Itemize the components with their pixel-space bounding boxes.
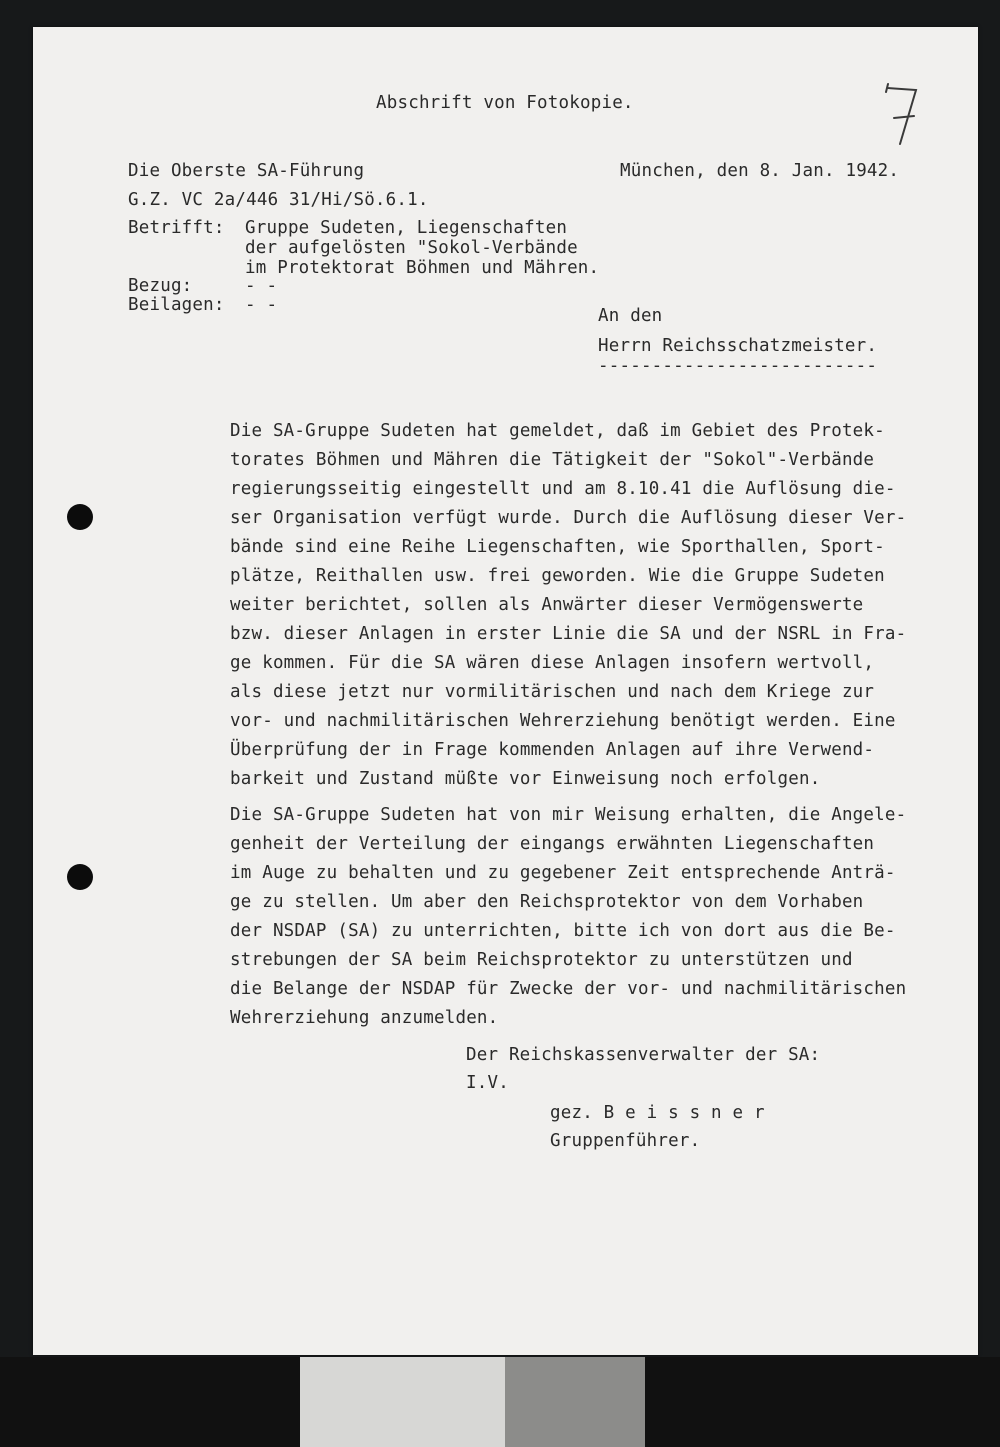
recipient-line-2: Herrn Reichsschatzmeister. — [598, 336, 878, 356]
sender-org: Die Oberste SA-Führung — [128, 161, 365, 181]
subject-label: Betrifft: — [128, 218, 225, 238]
paragraph-2 — [230, 805, 907, 1028]
subject-line-2: der aufgelösten "Sokol-Verbände — [245, 238, 578, 258]
recipient-line-1: An den — [598, 306, 663, 326]
paragraph-line: torates Böhmen und Mähren die Tätigkeit der "Sokol"-Verbände — [230, 450, 875, 470]
subject-line-1: Gruppe Sudeten, Liegenschaften — [245, 218, 568, 238]
paragraph-line: als diese jetzt nur vormilitärischen und nach dem Kriege zur — [230, 682, 875, 702]
paragraph-line: die Belange der NSDAP für Zwecke der vor- und nachmilitärischen — [230, 979, 907, 999]
paragraph-line: im Auge zu behalten und zu gegebener Zeit entsprechende Anträ- — [230, 863, 896, 883]
gray-card-gray-patch — [505, 1357, 645, 1447]
signature-office: Der Reichskassenverwalter der SA: — [466, 1045, 821, 1065]
scan-border-left — [0, 1357, 300, 1447]
paragraph-line: genheit der Verteilung der eingangs erwähnten Liegenschaften — [230, 834, 875, 854]
paragraph-line: vor- und nachmilitärischen Wehrerziehung benötigt werden. Eine — [230, 711, 896, 731]
beilagen-value: - - — [245, 295, 278, 315]
recipient-underline: -------------------------- — [598, 356, 878, 376]
paragraph-line: Wehrerziehung anzumelden. — [230, 1008, 499, 1028]
document-heading: Abschrift von Fotokopie. — [376, 93, 634, 113]
reference-number: G.Z. VC 2a/446 31/Hi/Sö.6.1. — [128, 190, 429, 210]
paragraph-line: bzw. dieser Anlagen in erster Linie die SA und der NSRL in Fra- — [230, 624, 907, 644]
paragraph-line: Die SA-Gruppe Sudeten hat von mir Weisung erhalten, die Angele- — [230, 805, 907, 825]
signature-signed: gez. B e i s s n e r — [550, 1103, 765, 1123]
signature-iv: I.V. — [466, 1073, 509, 1093]
paragraph-line: ge kommen. Für die SA wären diese Anlagen insofern wertvoll, — [230, 653, 875, 673]
gray-card-white-patch — [300, 1357, 505, 1447]
paragraph-line: der NSDAP (SA) zu unterrichten, bitte ich von dort aus die Be- — [230, 921, 896, 941]
paragraph-line: plätze, Reithallen usw. frei geworden. Wie die Gruppe Sudeten — [230, 566, 885, 586]
paragraph-line: strebungen der SA beim Reichsprotektor zu unterstützen und — [230, 950, 853, 970]
subject-line-3: im Protektorat Böhmen und Mähren. — [245, 258, 600, 278]
bezug-label: Bezug: — [128, 276, 193, 296]
gray-card-dark-patch — [645, 1357, 1000, 1447]
paragraph-line: Die SA-Gruppe Sudeten hat gemeldet, daß im Gebiet des Protek- — [230, 421, 885, 441]
punch-hole-top — [67, 504, 93, 530]
place-date: München, den 8. Jan. 1942. — [620, 161, 900, 181]
beilagen-label: Beilagen: — [128, 295, 225, 315]
paragraph-line: Überprüfung der in Frage kommenden Anlagen auf ihre Verwend- — [230, 740, 875, 760]
paragraph-line: regierungsseitig eingestellt und am 8.10.41 die Auflösung die- — [230, 479, 896, 499]
bezug-value: - - — [245, 276, 278, 296]
paragraph-line: barkeit und Zustand müßte vor Einweisung noch erfolgen. — [230, 769, 821, 789]
folio-number — [878, 80, 924, 150]
paragraph-line: weiter berichtet, sollen als Anwärter dieser Vermögenswerte — [230, 595, 864, 615]
paragraph-1 — [230, 421, 907, 789]
paragraph-line: bände sind eine Reihe Liegenschaften, wie Sporthallen, Sport- — [230, 537, 885, 557]
paragraph-line: ser Organisation verfügt wurde. Durch die Auflösung dieser Ver- — [230, 508, 907, 528]
paragraph-line: ge zu stellen. Um aber den Reichsprotektor von dem Vorhaben — [230, 892, 864, 912]
punch-hole-bottom — [67, 864, 93, 890]
signature-rank: Gruppenführer. — [550, 1131, 701, 1151]
